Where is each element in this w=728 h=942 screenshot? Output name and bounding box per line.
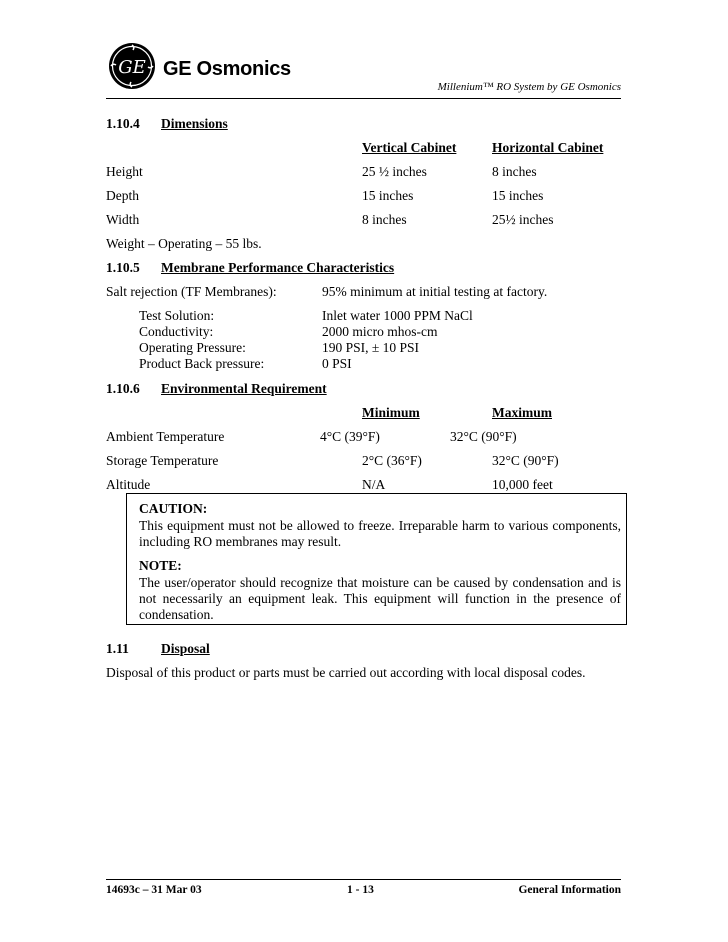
cell-value: 15 inches bbox=[492, 188, 544, 203]
document-subtitle: Millenium™ RO System by GE Osmonics bbox=[437, 81, 621, 93]
footer-section: General Information bbox=[518, 884, 621, 896]
section-title: Disposal bbox=[161, 641, 210, 656]
brand-name: GE Osmonics bbox=[163, 58, 291, 80]
column-header: Horizontal Cabinet bbox=[492, 140, 604, 155]
column-header: Maximum bbox=[492, 405, 552, 420]
spec-label: Operating Pressure: bbox=[139, 340, 246, 355]
disposal-text: Disposal of this product or parts must be carried out according with local disposal codes. bbox=[106, 665, 586, 680]
cell-value: 25 ½ inches bbox=[362, 164, 427, 179]
cell-value: 8 inches bbox=[492, 164, 537, 179]
header-rule bbox=[106, 98, 621, 99]
cell-value: 32°C (90°F) bbox=[450, 429, 517, 444]
document-id: 14693c – 31 Mar 03 bbox=[106, 884, 202, 896]
spec-value: Inlet water 1000 PPM NaCl bbox=[322, 308, 473, 323]
section-number: 1.10.4 bbox=[106, 116, 140, 131]
cell-value: 4°C (39°F) bbox=[320, 429, 380, 444]
spec-value: 0 PSI bbox=[322, 356, 352, 371]
note-heading: NOTE: bbox=[139, 558, 182, 573]
cell-value: 15 inches bbox=[362, 188, 414, 203]
spec-label: Product Back pressure: bbox=[139, 356, 265, 371]
section-title: Environmental Requirement bbox=[161, 381, 327, 396]
column-header: Minimum bbox=[362, 405, 420, 420]
note-text: The user/operator should recognize that moisture can be caused by condensation and is not necessarily an equipment leak. This equipment will function in the presence of condensation. bbox=[139, 575, 621, 622]
cell-value: 2°C (36°F) bbox=[362, 453, 422, 468]
caution-heading: CAUTION: bbox=[139, 501, 208, 516]
spec-value: 2000 micro mhos-cm bbox=[322, 324, 438, 339]
spec-label: Test Solution: bbox=[139, 308, 215, 323]
ge-logo bbox=[108, 42, 156, 90]
cell-value: N/A bbox=[362, 477, 386, 492]
cell-value: 8 inches bbox=[362, 212, 407, 227]
salt-rejection-value: 95% minimum at initial testing at factory. bbox=[322, 284, 548, 299]
cell-value: 10,000 feet bbox=[492, 477, 553, 492]
section-title: Dimensions bbox=[161, 116, 228, 131]
cell-value: 25½ inches bbox=[492, 212, 554, 227]
row-label: Depth bbox=[106, 188, 139, 203]
spec-label: Conductivity: bbox=[139, 324, 214, 339]
ge-monogram-icon bbox=[108, 42, 156, 90]
salt-rejection-label: Salt rejection (TF Membranes): bbox=[106, 284, 277, 299]
logo-lettering: GE bbox=[118, 57, 146, 78]
row-label: Altitude bbox=[106, 477, 151, 492]
row-label: Ambient Temperature bbox=[106, 429, 225, 444]
section-number: 1.11 bbox=[106, 641, 129, 656]
column-header: Vertical Cabinet bbox=[362, 140, 457, 155]
weight-text: Weight – Operating – 55 lbs. bbox=[106, 236, 262, 251]
row-label: Height bbox=[106, 164, 143, 179]
footer-rule bbox=[106, 879, 621, 880]
row-label: Width bbox=[106, 212, 140, 227]
spec-value: 190 PSI, ± 10 PSI bbox=[322, 340, 420, 355]
section-number: 1.10.6 bbox=[106, 381, 140, 396]
section-number: 1.10.5 bbox=[106, 260, 140, 275]
page-number: 1 - 13 bbox=[347, 884, 374, 896]
row-label: Storage Temperature bbox=[106, 453, 219, 468]
caution-text: This equipment must not be allowed to freeze. Irreparable harm to various components, including RO membranes may result. bbox=[139, 518, 621, 549]
section-title: Membrane Performance Characteristics bbox=[161, 260, 395, 275]
cell-value: 32°C (90°F) bbox=[492, 453, 559, 468]
